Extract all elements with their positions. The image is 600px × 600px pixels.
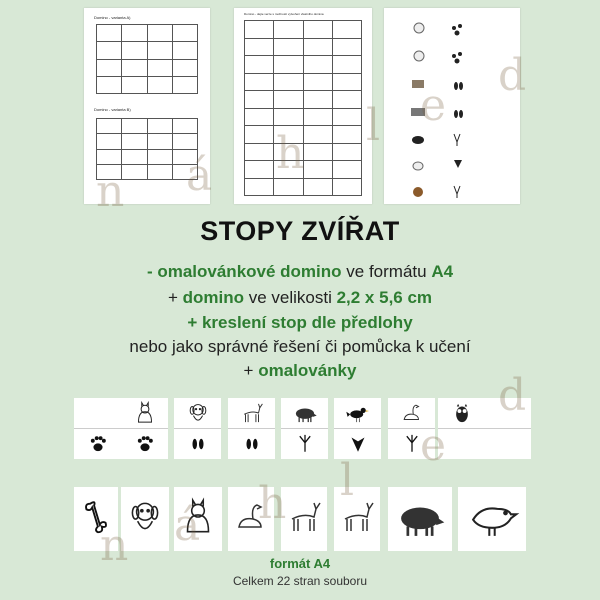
- watermark-letter: á: [186, 150, 213, 201]
- domino-card: [74, 398, 121, 459]
- dog-icon: [185, 400, 211, 426]
- paw-icon: [132, 431, 158, 457]
- desc-line-2-bold: domino: [182, 288, 244, 307]
- section-title-b: Domino - varianta B): [94, 107, 131, 112]
- desc-line-1-format: A4: [431, 262, 454, 281]
- hoof-icon: [185, 431, 211, 457]
- footer-pages: Celkem 22 stran souboru: [232, 574, 368, 588]
- domino-bottom-half: [174, 429, 221, 459]
- domino-bottom-half: [121, 429, 168, 459]
- desc-line-2: [0, 288, 600, 308]
- watermark-letter: l: [340, 455, 355, 506]
- domino-top-half: [174, 398, 221, 429]
- desc-line-4: [0, 337, 600, 357]
- desc-line-2-rest: ve velikosti: [243, 288, 337, 307]
- puppy-icon: [124, 490, 166, 549]
- watermark-letter: l: [366, 100, 381, 151]
- desc-line-4-text: nebo jako správné řešení či pomůcka k učení: [129, 337, 471, 356]
- domino-top-half: [334, 398, 381, 429]
- domino-top-half: [281, 398, 328, 429]
- paw-icon: [85, 431, 111, 457]
- desc-line-1-bold: - omalovánkové domino: [146, 262, 342, 281]
- owl-icon: [449, 400, 475, 426]
- deer-icon: [239, 400, 265, 426]
- coloring-card: [388, 487, 452, 551]
- domino-top-half: [74, 398, 121, 429]
- bird-icon: [464, 490, 520, 549]
- coloring-card: [281, 487, 327, 551]
- bird-track-icon: [292, 431, 318, 457]
- blackbird-icon: [345, 400, 371, 426]
- domino-card: [121, 398, 168, 459]
- domino-card: [174, 398, 221, 459]
- watermark-letter: n: [100, 520, 129, 571]
- animal-track-column-art: [384, 8, 520, 204]
- goose-track-icon: [345, 431, 371, 457]
- watermark-letter: e: [420, 80, 447, 131]
- boar-icon: [292, 400, 318, 426]
- domino-card: [228, 398, 275, 459]
- section-title-a: Domino - varianta A): [94, 15, 131, 20]
- desc-line-5-bold: omalovánky: [258, 361, 357, 380]
- domino-card: [334, 398, 381, 459]
- watermark-letter: á: [174, 500, 201, 551]
- desc-line-3-text: + kreslení stop dle předlohy: [187, 313, 413, 332]
- desc-line-3: [0, 313, 600, 333]
- page-title: STOPY ZVÍŘAT: [200, 216, 400, 246]
- watermark-letter: e: [420, 420, 447, 471]
- domino-card: [281, 398, 328, 459]
- coloring-card: [458, 487, 526, 551]
- desc-line-2-size: 2,2 x 5,6 cm: [336, 288, 433, 307]
- footer-format: formát A4: [269, 556, 331, 571]
- domino-bottom-half: [281, 429, 328, 459]
- desc-line-1: [0, 262, 600, 282]
- domino-bottom-half: [228, 429, 275, 459]
- cat-icon: [132, 400, 158, 426]
- domino-grid-a: [96, 24, 198, 94]
- watermark-letter: d: [498, 370, 527, 421]
- watermark-letter: h: [276, 128, 305, 179]
- domino-top-half: [121, 398, 168, 429]
- domino-bottom-half: [484, 429, 531, 459]
- desc-line-2-prefix: +: [167, 288, 183, 307]
- domino-bottom-half: [74, 429, 121, 459]
- boar-icon: [392, 490, 448, 549]
- doe-icon: [284, 490, 324, 549]
- watermark-letter: h: [258, 478, 287, 529]
- watermark-letter: n: [96, 166, 125, 217]
- preview-page-3: [384, 8, 520, 204]
- desc-line-5-prefix: +: [243, 361, 259, 380]
- desc-line-1-rest: ve formátu: [341, 262, 432, 281]
- hoof-icon: [239, 431, 265, 457]
- domino-top-half: [228, 398, 275, 429]
- page2-title: Domino - dejte verze s možností vytvoření vlastního domina: [244, 12, 324, 16]
- watermark-letter: d: [498, 50, 527, 101]
